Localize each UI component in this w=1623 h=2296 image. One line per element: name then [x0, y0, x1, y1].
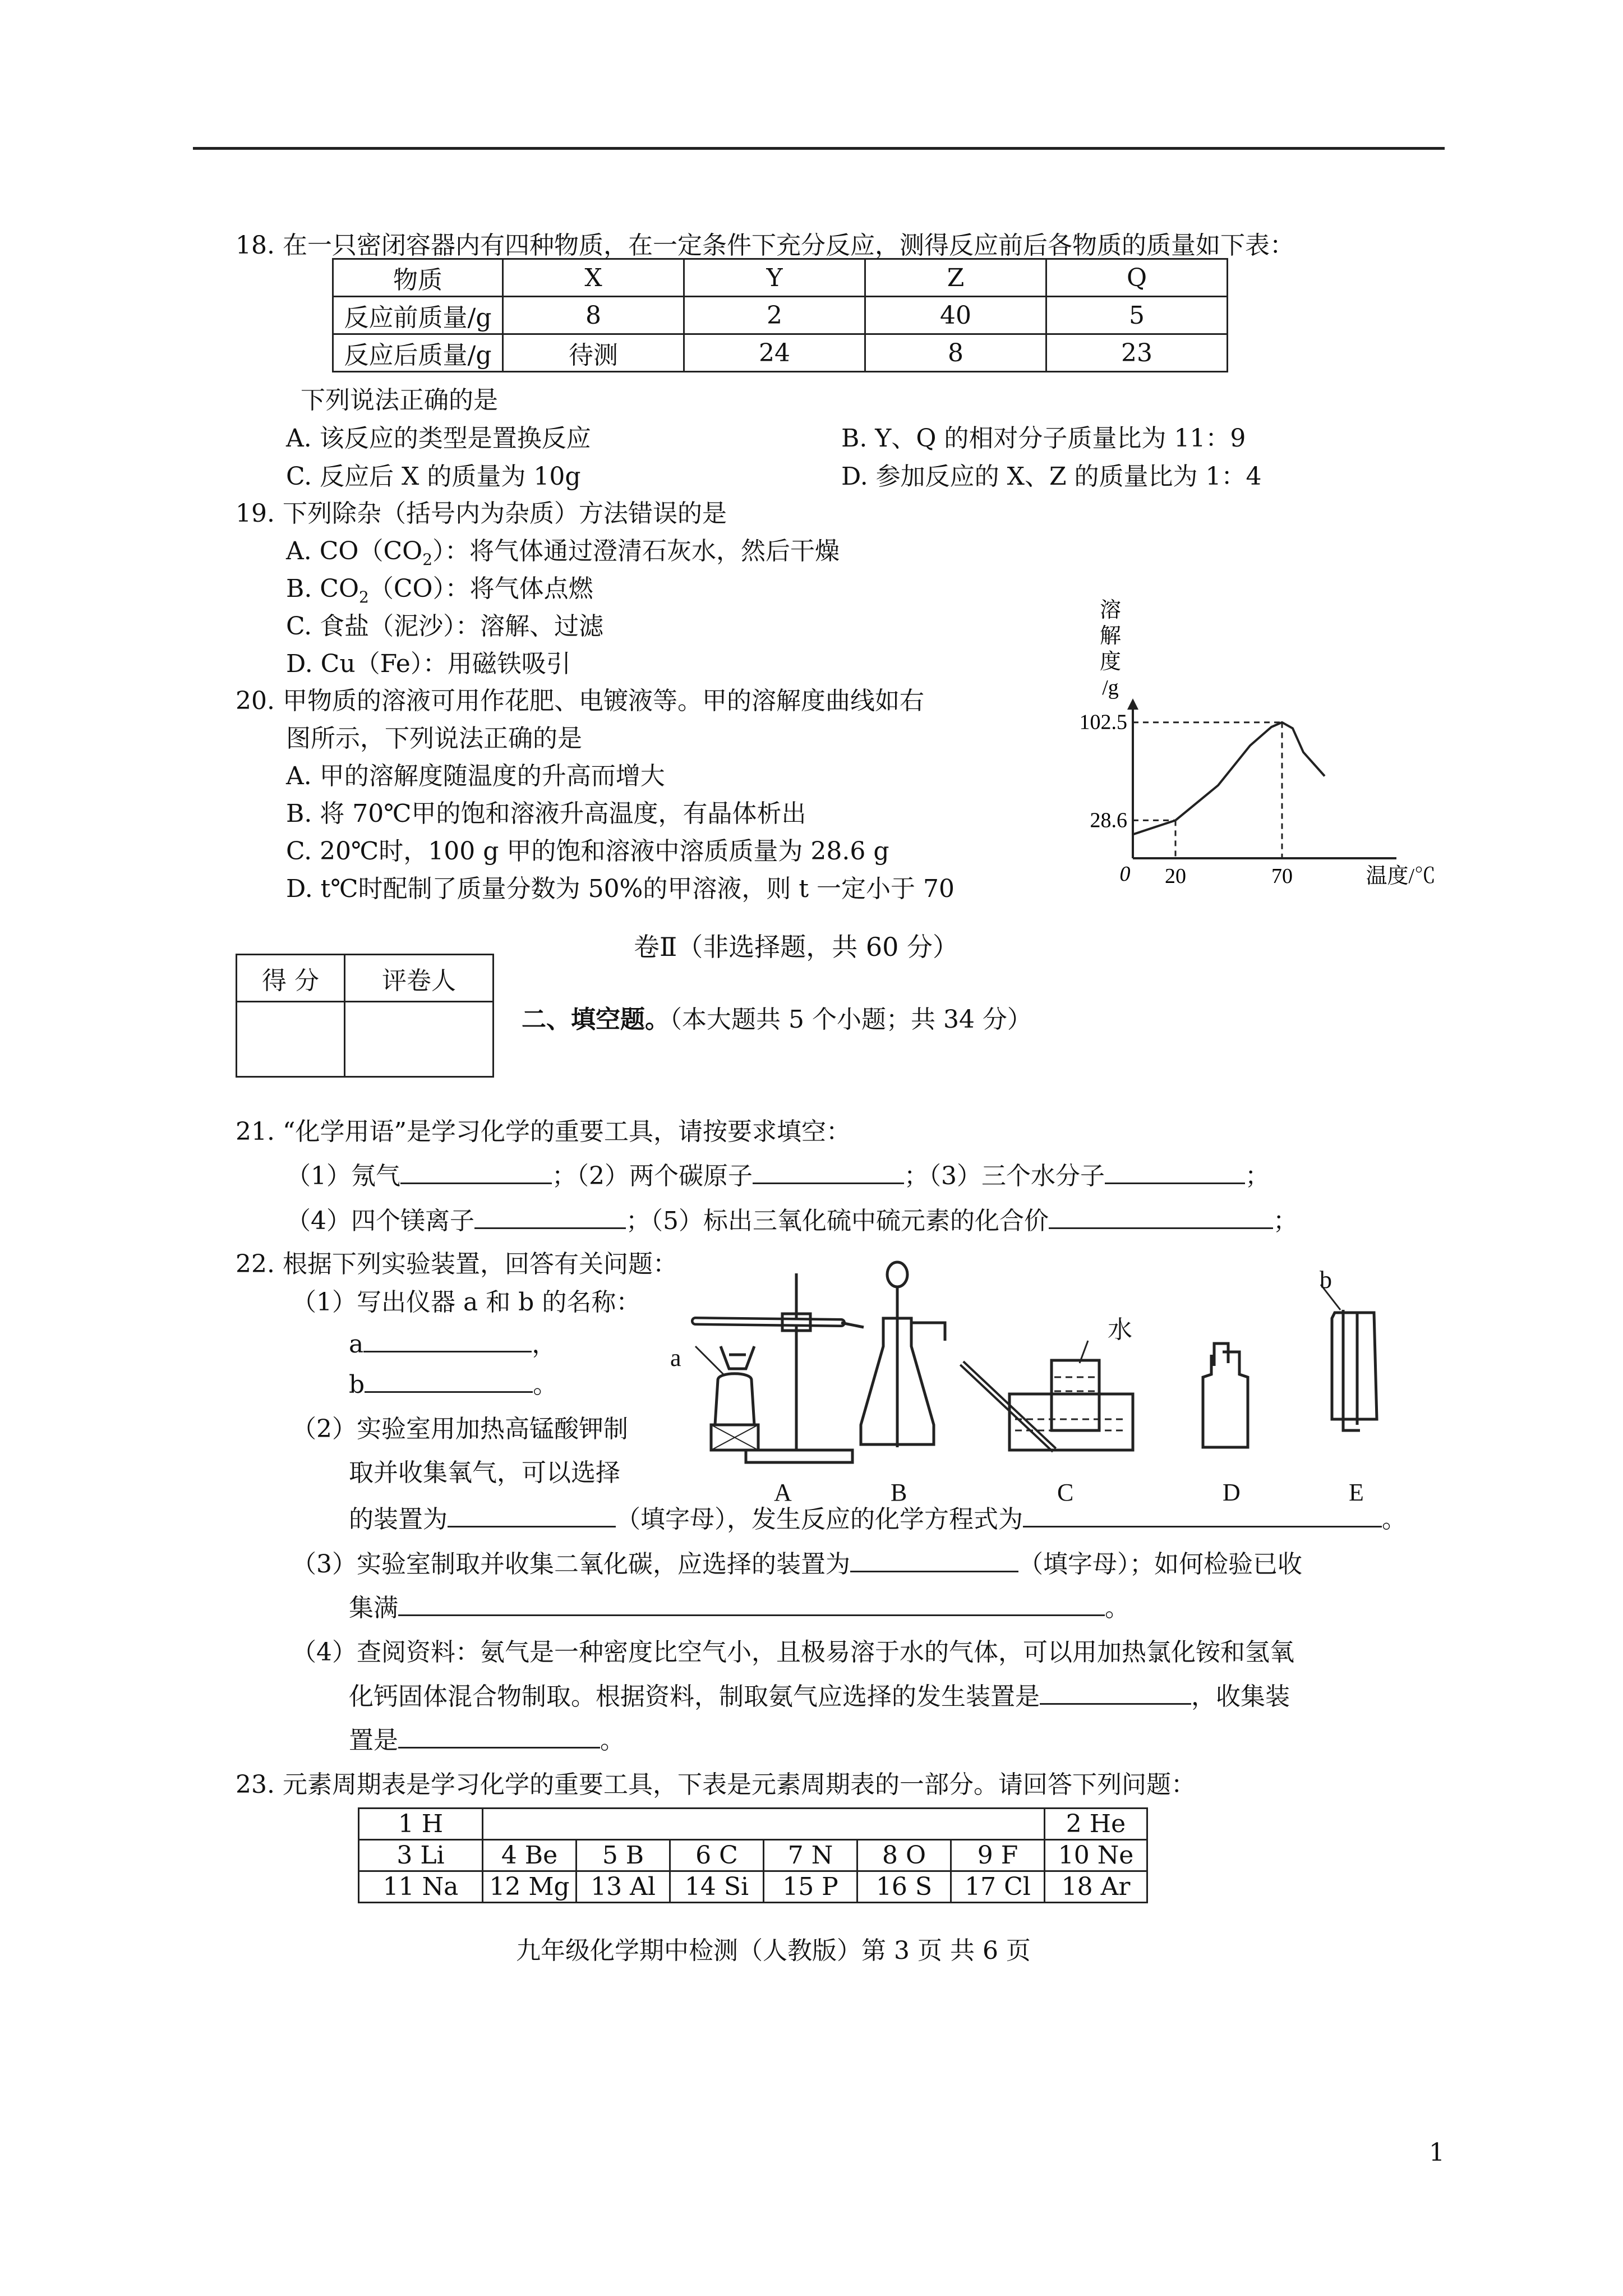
y-tick-label: 28.6 — [1090, 808, 1127, 832]
q22-part3-line1: （3）实验室制取并收集二氧化碳，应选择的装置为 （填字母）；如何检验已收 — [292, 1548, 1302, 1580]
q18-table — [332, 258, 1228, 372]
element-cell: 9 F — [951, 1840, 1045, 1871]
score-box — [236, 954, 494, 1078]
solubility-chart — [1066, 595, 1436, 898]
element-cell: 5 B — [577, 1840, 670, 1871]
label-B: B — [891, 1479, 907, 1506]
q20-option-b: B. 将 70℃甲的饱和溶液升高温度，有晶体析出 — [286, 799, 806, 828]
q19-stem: 19. 下列除杂（括号内为杂质）方法错误的是 — [236, 499, 727, 528]
table-cell: 23 — [1046, 334, 1228, 372]
q20-stem-line1: 20. 甲物质的溶液可用作花肥、电镀液等。甲的溶解度曲线如右 — [236, 687, 924, 715]
q19-option-b: B. $CO_2(CO)$：将气体点燃 — [286, 574, 593, 606]
q19-option-c: C. 食盐（泥沙）：溶解、过滤 — [286, 612, 604, 641]
answer-blank[interactable] — [1105, 1160, 1245, 1184]
table-cell: 待测 — [503, 334, 684, 372]
answer-blank[interactable] — [363, 1328, 532, 1352]
q21-stem: 21. “化学用语”是学习化学的重要工具，请按要求填空： — [236, 1117, 851, 1146]
q22-part2-line3: 的装置为 （填字母），发生反应的化学方程式为 。 — [349, 1503, 1407, 1535]
table-header: Q — [1046, 259, 1228, 297]
q18-stem: 18. 在一只密闭容器内有四种物质，在一定条件下充分反应，测得反应前后各物质的质量如下表： — [236, 231, 1294, 260]
element-cell: 3 Li — [359, 1840, 483, 1871]
q18-option-a: A. 该反应的类型是置换反应 — [286, 424, 591, 453]
score-cell[interactable] — [237, 1002, 345, 1077]
table-cell: 反应前质量/g — [333, 297, 503, 334]
x-tick-label: 20 — [1165, 864, 1186, 888]
answer-blank[interactable] — [1040, 1681, 1191, 1705]
q19-option-a: A. $CO(CO_2)$：将气体通过澄清石灰水，然后干燥 — [286, 537, 840, 569]
y-tick-label: 102.5 — [1079, 710, 1127, 734]
element-cell: 16 S — [857, 1871, 951, 1903]
origin-label: 0 — [1119, 862, 1131, 886]
element-cell: 8 O — [857, 1840, 951, 1871]
answer-blank[interactable] — [1023, 1503, 1382, 1527]
answer-blank[interactable] — [448, 1503, 616, 1527]
element-cell: 7 N — [764, 1840, 857, 1871]
apparatus-labels — [670, 1266, 1364, 1506]
q18-option-d: D. 参加反应的 X、Z 的质量比为 1：4 — [841, 462, 1262, 491]
periodic-gap — [483, 1809, 1045, 1840]
element-cell: 12 Mg — [483, 1871, 577, 1903]
q21-line1: （1）氖气 ；（2）两个碳原子 ；（3）三个水分子 ； — [286, 1160, 1270, 1192]
label-E: E — [1349, 1479, 1364, 1506]
element-cell: 2 He — [1045, 1809, 1147, 1840]
element-cell: 4 Be — [483, 1840, 577, 1871]
table-cell: 5 — [1046, 297, 1228, 334]
element-cell: 6 C — [670, 1840, 764, 1871]
page-number: 1 — [1429, 2138, 1445, 2167]
section2-heading: 二、填空题。（本大题共 5 个小题；共 34 分） — [522, 1005, 1032, 1034]
answer-blank[interactable] — [753, 1160, 904, 1184]
table-cell: 2 — [684, 297, 865, 334]
q20-option-c: C. 20℃时，100 g 甲的饱和溶液中溶质质量为 28.6 g — [286, 837, 889, 866]
q22-part4-line2: 化钙固体混合物制取。根据资料，制取氨气应选择的发生装置是 ，收集装 — [349, 1681, 1290, 1713]
grader-header: 评卷人 — [345, 955, 494, 1002]
y-axis-label: 度 — [1099, 650, 1122, 674]
table-header: 物质 — [333, 259, 503, 297]
table-cell: 8 — [503, 297, 684, 334]
element-cell: 13 Al — [577, 1871, 670, 1903]
q22-part1: （1）写出仪器 a 和 b 的名称： — [292, 1288, 641, 1317]
q22-part2-line2: 取并收集氧气，可以选择 — [349, 1458, 620, 1487]
table-cell: 40 — [865, 297, 1046, 334]
table-cell: 24 — [684, 334, 865, 372]
page-footer: 九年级化学期中检测（人教版）第 3 页 共 6 页 — [516, 1936, 1031, 1965]
q23-stem: 23. 元素周期表是学习化学的重要工具，下表是元素周期表的一部分。请回答下列问题： — [236, 1770, 1196, 1799]
q20-option-a: A. 甲的溶解度随温度的升高而增大 — [286, 762, 665, 790]
element-cell: 15 P — [764, 1871, 857, 1903]
table-header: Z — [865, 259, 1046, 297]
q22-part4-line3: 置是 。 — [349, 1724, 625, 1756]
solubility-curve — [1133, 723, 1325, 835]
q22-blank-b: b 。 — [349, 1369, 557, 1401]
top-rule — [193, 147, 1445, 150]
label-C: C — [1057, 1479, 1074, 1506]
label-a: a — [670, 1344, 681, 1372]
element-cell: 14 Si — [670, 1871, 764, 1903]
q20-option-d: D. t℃时配制了质量分数为 50%的甲溶液，则 t 一定小于 70 — [286, 875, 955, 903]
apparatus-d — [1203, 1343, 1248, 1447]
element-cell: 1 H — [359, 1809, 483, 1840]
table-header: Y — [684, 259, 865, 297]
q22-part2-line1: （2）实验室用加热高锰酸钾制 — [292, 1415, 628, 1443]
answer-blank[interactable] — [1049, 1205, 1273, 1229]
y-axis-label: 解 — [1099, 624, 1122, 648]
periodic-table — [358, 1807, 1148, 1903]
q21-line2: （4）四个镁离子 ；（5）标出三氧化硫中硫元素的化合价 ； — [286, 1205, 1298, 1237]
q22-blank-a: a ， — [349, 1328, 556, 1360]
apparatus-c — [962, 1341, 1133, 1450]
q22-stem: 22. 根据下列实验装置，回答有关问题： — [236, 1250, 677, 1278]
table-cell: 8 — [865, 334, 1046, 372]
apparatus-a — [695, 1273, 864, 1462]
label-water: 水 — [1108, 1316, 1132, 1343]
score-header: 得 分 — [237, 955, 345, 1002]
element-cell: 11 Na — [359, 1871, 483, 1903]
q22-part4-line1: （4）查阅资料：氨气是一种密度比空气小，且极易溶于水的气体，可以用加热氯化铵和氢氧 — [292, 1638, 1294, 1667]
label-b: b — [1320, 1266, 1332, 1294]
q18-option-c: C. 反应后 X 的质量为 10g — [286, 462, 581, 491]
x-tick-label: 70 — [1271, 864, 1293, 888]
answer-blank[interactable] — [398, 1724, 600, 1749]
answer-blank[interactable] — [398, 1592, 1105, 1616]
answer-blank[interactable] — [850, 1548, 1018, 1572]
section2-title: 卷Ⅱ（非选择题，共 60 分） — [634, 932, 959, 962]
q18-option-b: B. Y、Q 的相对分子质量比为 11：9 — [841, 424, 1246, 453]
y-axis-label: 溶 — [1099, 599, 1122, 622]
grader-cell[interactable] — [345, 1002, 494, 1077]
apparatus-figure — [662, 1257, 1447, 1506]
element-cell: 18 Ar — [1045, 1871, 1147, 1903]
element-cell: 10 Ne — [1045, 1840, 1147, 1871]
answer-blank[interactable] — [474, 1205, 626, 1229]
label-D: D — [1223, 1479, 1241, 1506]
y-axis-arrow — [1127, 698, 1138, 710]
apparatus-e — [1321, 1285, 1377, 1430]
q19-option-d: D. Cu（Fe）：用磁铁吸引 — [286, 650, 571, 678]
answer-blank[interactable] — [365, 1369, 533, 1393]
label-A: A — [774, 1479, 792, 1506]
q18-prompt: 下列说法正确的是 — [301, 386, 498, 415]
element-cell: 17 Cl — [951, 1871, 1045, 1903]
x-axis-label: 温度/℃ — [1366, 864, 1436, 888]
q20-stem-line2: 图所示，下列说法正确的是 — [286, 724, 582, 753]
table-cell: 反应后质量/g — [333, 334, 503, 372]
answer-blank[interactable] — [400, 1160, 552, 1184]
y-axis-label: /g — [1102, 676, 1119, 700]
apparatus-b — [861, 1262, 945, 1447]
table-header: X — [503, 259, 684, 297]
q22-part3-line2: 集满 。 — [349, 1592, 1129, 1624]
